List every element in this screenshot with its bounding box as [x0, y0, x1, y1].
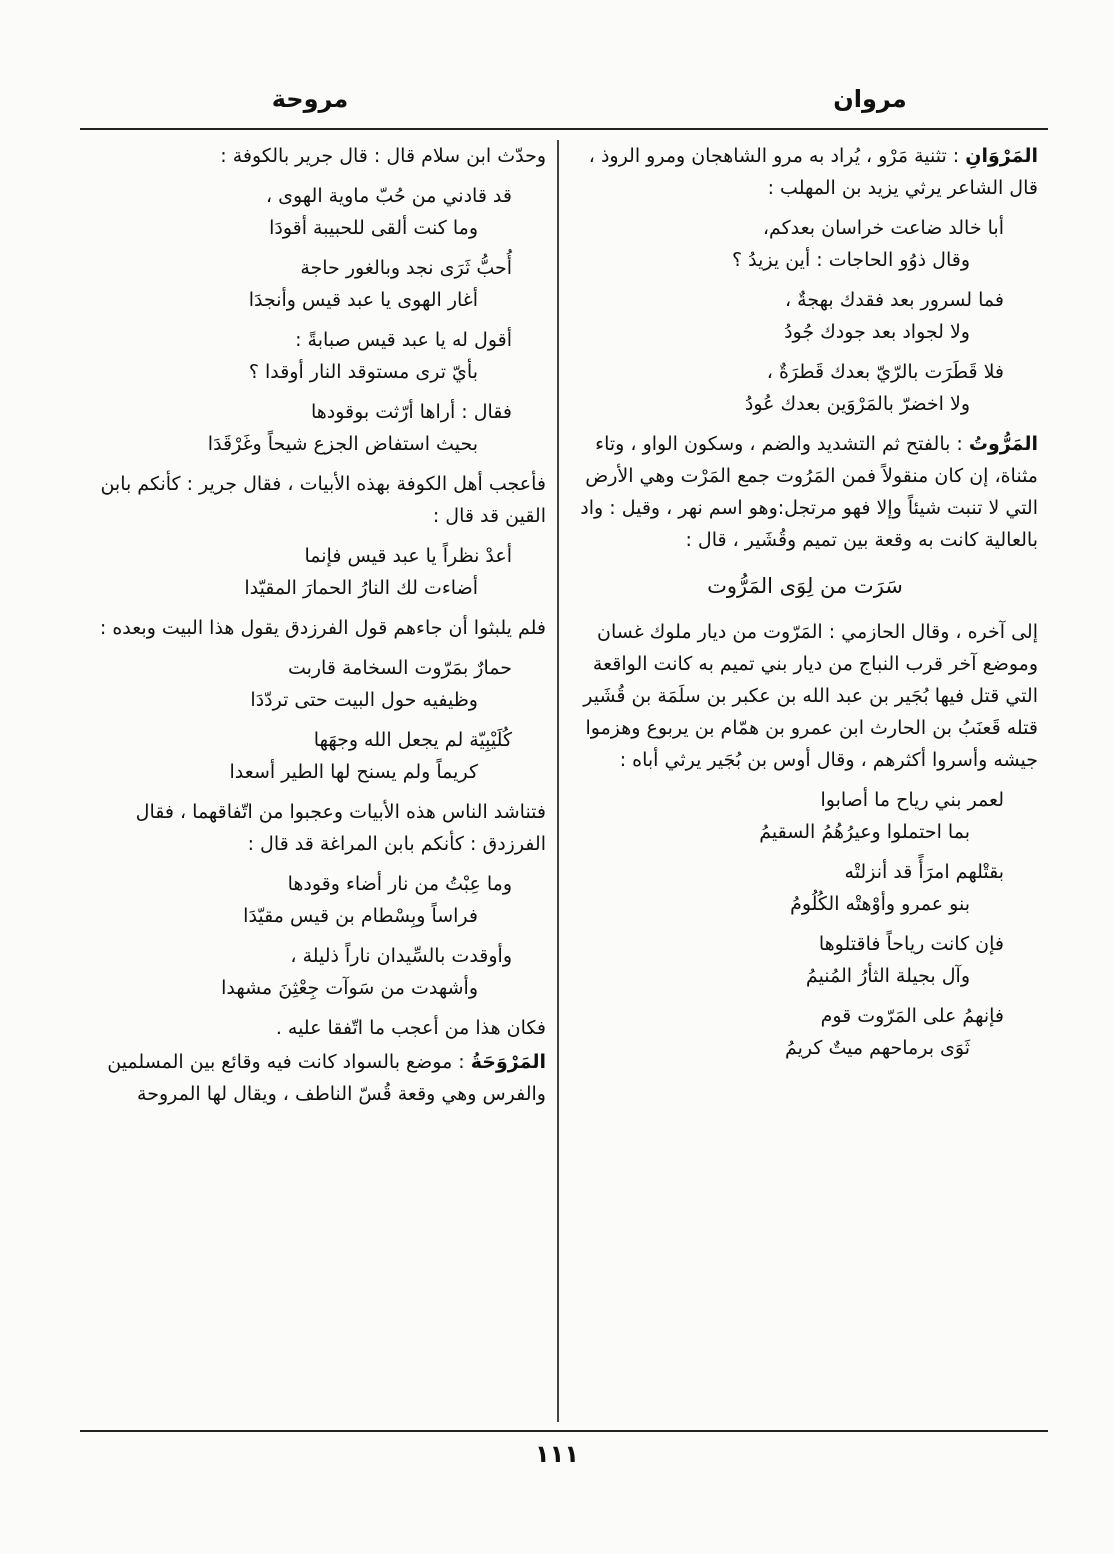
verse-line: بحيث استفاض الجزع شيحاً وغَرْقَدَا — [207, 433, 478, 455]
verse-line: قد قادني من حُبّ ماوية الهوى ، — [265, 185, 512, 207]
verse — [88, 180, 546, 244]
header-rule — [80, 128, 1048, 130]
verse — [88, 540, 546, 604]
entry-term: المَرْوَانِ — [965, 145, 1038, 167]
verse-line: لعمر بني رياح ما أصابوا — [820, 789, 1004, 811]
verse-line: أقول له يا عبد قيس صبابةً : — [295, 329, 512, 351]
verse — [572, 284, 1038, 348]
verse — [572, 928, 1038, 992]
verse — [88, 252, 546, 316]
verse — [88, 324, 546, 388]
running-head-left: مروحة — [271, 85, 349, 113]
verse — [572, 856, 1038, 920]
verse-line: بنو عمرو وأوْهتْه الكُلُومُ — [790, 893, 970, 915]
paragraph: فأعجب أهل الكوفة بهذه الأبيات ، فقال جرير : كأنكم بابن القين قد قال : — [100, 473, 546, 527]
verse-line: وأشهدت من سَوآت جِعْثِنَ مشهدا — [221, 977, 478, 999]
verse — [572, 784, 1038, 848]
verse-line: وما كنت ألقى للحبيبة أقودَا — [269, 217, 478, 239]
right-column — [572, 140, 1038, 1422]
verse-line: فما لسرور بعد فقدك بهجةٌ ، — [784, 289, 1004, 311]
verse-line: أبا خالد ضاعت خراسان بعدكم، — [762, 217, 1004, 239]
paragraph: وحدّث ابن سلام قال : قال جرير بالكوفة : — [220, 145, 546, 167]
verse-line: فإنهمُ على المَرّوت قوم — [820, 1005, 1004, 1027]
verse-line: وأوقدت بالسِّيدان ناراً ذليلة ، — [290, 945, 512, 967]
verse-line: أُحبُّ ثَرَى نجد وبالغور حاجة — [300, 257, 512, 279]
column-divider — [557, 140, 559, 1422]
page-number: ١١١ — [535, 1440, 579, 1468]
entry-marrut — [572, 428, 1038, 556]
verse-line: أضاءت لك النارُ الحمارَ المقيّدا — [244, 577, 478, 599]
entry-text: : تثنية مَرْو ، يُراد به مرو الشاهجان ومرو الروذ ، قال الشاعر يرثي يزيد بن المهلب : — [588, 145, 1038, 199]
verse — [88, 396, 546, 460]
verse-line: ثَوَى برماحهم ميتٌ كريمُ — [784, 1037, 970, 1059]
verse-line: بأيّ ترى مستوقد النار أوقدا ؟ — [248, 361, 478, 383]
verse — [88, 940, 546, 1004]
verse-line: أعدْ نظراً يا عبد قيس فإنما — [304, 545, 512, 567]
verse-line: وظيفيه حول البيت حتى تردّدَا — [250, 689, 478, 711]
verse-line: ولا لجواد بعد جودك جُودُ — [784, 321, 970, 343]
entry-text: : موضع بالسواد كانت فيه وقائع بين المسلمين والفرس وهي وقعة قُسّ الناطف ، ويقال لها المروحة — [107, 1051, 546, 1105]
verse-line: بقتْلهم امرَأً قد أنزلتْه — [844, 861, 1004, 883]
verse-line: كريماً ولم يسنح لها الطير أسعدا — [229, 761, 478, 783]
entry-marwan — [572, 140, 1038, 204]
verse-line: كُلَيْبِيّة لم يجعل الله وجهَها — [313, 729, 512, 751]
verse-line: فقال : أراها أرّثت بوقودها — [310, 401, 512, 423]
paragraph: فكان هذا من أعجب ما اتّفقا عليه . — [275, 1017, 546, 1039]
verse — [88, 652, 546, 716]
verse-line: ولا اخضرّ بالمَرْوَين بعدك عُودُ — [744, 393, 970, 415]
entry-term: المَرُّوتُ — [968, 433, 1038, 455]
verse — [88, 868, 546, 932]
verse-line: فلا قَطَرَت بالرّيّ بعدك قَطرَةٌ ، — [766, 361, 1004, 383]
verse-line: وما عِبْتُ من نار أضاء وقودها — [287, 873, 512, 895]
verse-line: وآل بجيلة الثأرُ المُنيمُ — [805, 965, 970, 987]
entry-text: : بالفتح ثم التشديد والضم ، وسكون الواو ، وتاء مثناة، إن كان منقولاً فمن المَرُوت جمع المَرْت وهي الأرض التي لا تنبت شيئاً وإلا فهو مرتجل:وهو اسم نهر ، وقيل : واد بالعالية كانت به وقعة بين تميم وقُشَير ، قال : — [580, 433, 1038, 551]
paragraph: إلى آخره ، وقال الحازمي : المَرّوت من ديار ملوك غسان وموضع آخر قرب النباج من ديار بني تميم به كانت الواقعة التي قتل فيها بُجَير بن عبد الله بن عكبر بن سلَمَة بن قُشَير قتله قَعنَبُ بن الحارث ابن عمرو بن همّام بن يربوع وهزموا جيشه وأسروا أكثرهم ، وقال أوس بن بُجَير يرثي أباه : — [583, 621, 1038, 771]
verse — [572, 1000, 1038, 1064]
left-column — [88, 140, 546, 1422]
running-head-right: مروان — [833, 85, 907, 113]
verse-line: فراساً وبِسْطام بن قيس مقيّدَا — [243, 905, 478, 927]
verse-line: بما احتملوا وعيرُهُمُ السقيمُ — [759, 821, 970, 843]
verse-line: وقال ذوُو الحاجات : أين يزيدُ ؟ — [732, 249, 970, 271]
paragraph: فتناشد الناس هذه الأبيات وعجبوا من اتّفاقهما ، فقال الفرزدق : كأنكم بابن المراغة قد قال : — [135, 801, 546, 855]
verse-line: حمارٌ بمَرّوت السخامة قاربت — [287, 657, 512, 679]
paragraph: فلم يلبثوا أن جاءهم قول الفرزدق يقول هذا البيت وبعده : — [99, 617, 546, 639]
entry-marwaha — [88, 1046, 546, 1110]
verse-line: فإن كانت رياحاً فاقتلوها — [818, 933, 1004, 955]
verse — [572, 212, 1038, 276]
footer-rule — [80, 1430, 1048, 1432]
centered-verse: سَرَت من لِوَى المَرُّوت — [707, 574, 903, 598]
verse — [88, 724, 546, 788]
verse — [572, 356, 1038, 420]
entry-term: المَرْوَحَةُ — [470, 1051, 546, 1073]
verse-line: أغار الهوى يا عبد قيس وأنجدَا — [248, 289, 478, 311]
